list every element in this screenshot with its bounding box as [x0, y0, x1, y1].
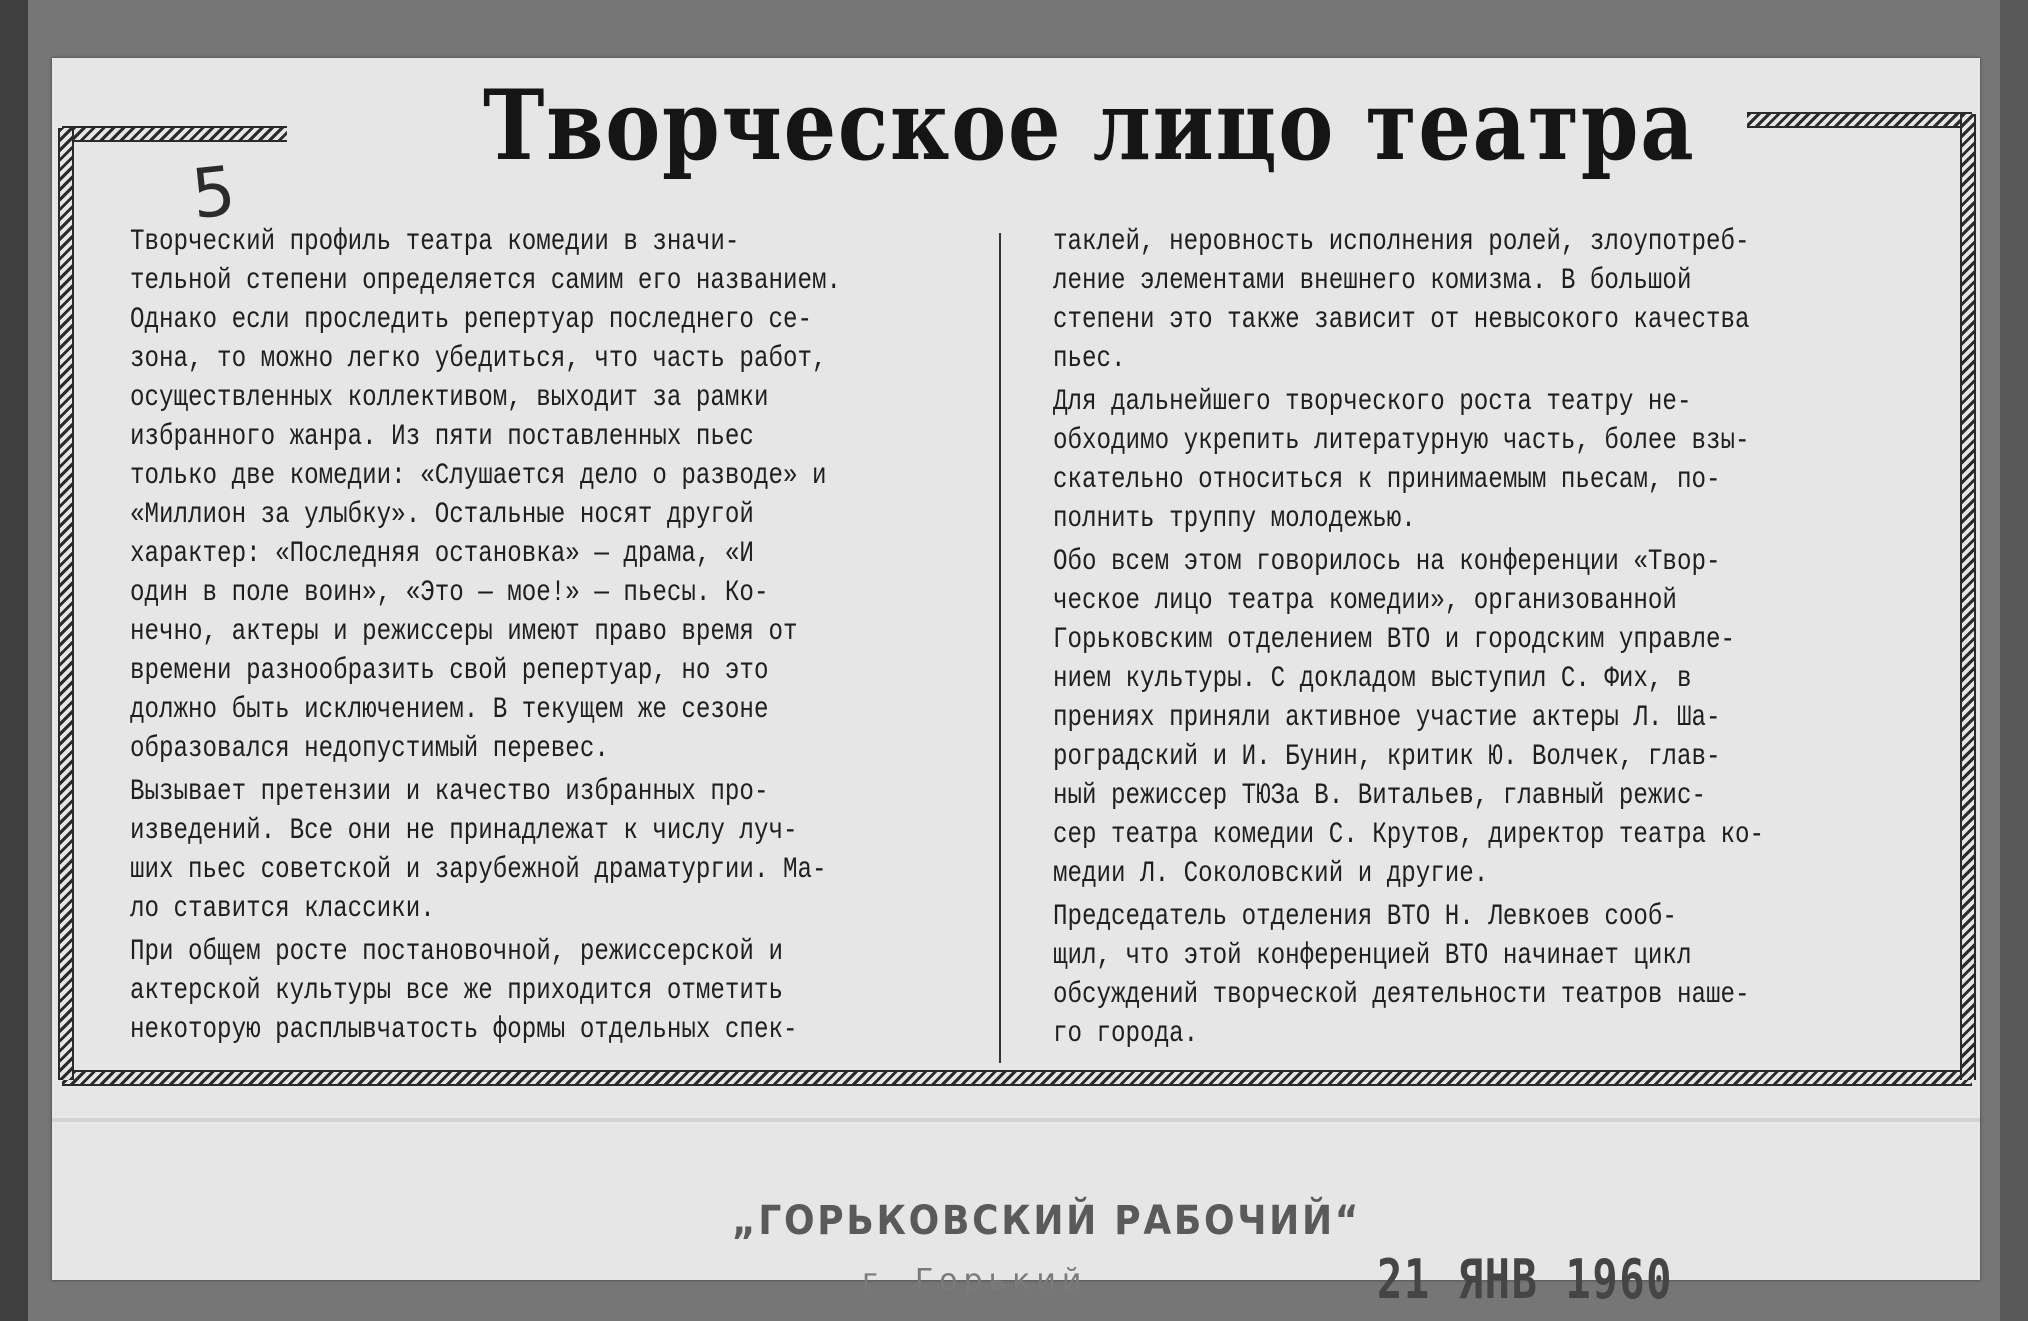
paragraph: Вызывает претензии и качество избранных про- изведений. Все они не принадлежат к числу луч- ших пьес советской и зарубежной драматургии. Ма- ло ставится классики. — [130, 775, 827, 926]
paragraph: При общем росте постановочной, режиссерской и актерской культуры все же приходится отметить некоторую расплывчатость формы отдельных спек- — [130, 935, 798, 1047]
frame-top-right — [1747, 112, 1972, 128]
article-headline: Творческое лицо театра — [483, 69, 1696, 182]
scan-edge-left — [0, 0, 28, 1321]
stamp-date: 21 ЯНВ 1960 — [1377, 1248, 1674, 1311]
newspaper-clipping — [52, 58, 1980, 1311]
stamp-newspaper-name: „ГОРЬКОВСКИЙ РАБОЧИЙ“ — [732, 1198, 1362, 1244]
paragraph: Обо всем этом говорилось на конференции «Твор- ческое лицо театра комедии», организованной Горьковским отделением ВТО и городским управле- нием культуры. С докладом выступил С. Фих, в прениях приняли активное участие актеры Л. Ша- роградский и И. Бунин, критик Ю. Волчек, глав- ный режиссер ТЮЗа В. Витальев, главный режис- сер театра комедии С. Крутов, директор театра ко- медии Л. Соколовский и другие. — [1053, 545, 1765, 891]
paragraph: Для дальнейшего творческого роста театру не- обходимо укрепить литературную часть, более взы- скательно относиться к принимаемым пьесам, по- полнить труппу молодежью. — [1053, 385, 1750, 536]
frame-bottom — [62, 1070, 1972, 1086]
frame-right — [1960, 114, 1976, 1080]
scan-edge-right — [2000, 0, 2028, 1321]
column-divider — [999, 233, 1001, 1063]
paragraph: Председатель отделения ВТО Н. Левкоев сооб- щил, что этой конференцией ВТО начинает цикл обсуждений творческой деятельности театров наше- го города. — [1053, 900, 1750, 1051]
article-column-left — [130, 223, 857, 1054]
frame-top-left — [62, 126, 287, 142]
article-column-right — [1053, 223, 1780, 1058]
stamp-city: г. Горький — [862, 1263, 1088, 1298]
paper-fold-line — [52, 1118, 1980, 1122]
paragraph: Творческий профиль театра комедии в значи- тельной степени определяется самим его названием. Однако если проследить репертуар последнего се- зона, то можно легко убедиться, что часть работ, осуществленных коллективом, выходит за рамки избранного жанра. Из пяти поставленных пьес только две комедии: «Слушается дело о разводе» и «Миллион за улыбку». Остальные носят другой характер: «Последняя остановка» — драма, «И один в поле воин», «Это — мое!» — пьесы. Ко- нечно, актеры и режиссеры имеют право время от времени разнообразить свой репертуар, но это должно быть исключением. В текущем же сезоне образовался недопустимый перевес. — [130, 225, 842, 766]
frame-left — [58, 128, 74, 1080]
paragraph: таклей, неровность исполнения ролей, злоупотреб- ление элементами внешнего комизма. В большой степени это также зависит от невысокого качества пьес. — [1053, 225, 1750, 376]
handwritten-page-number: 5 — [187, 151, 240, 236]
